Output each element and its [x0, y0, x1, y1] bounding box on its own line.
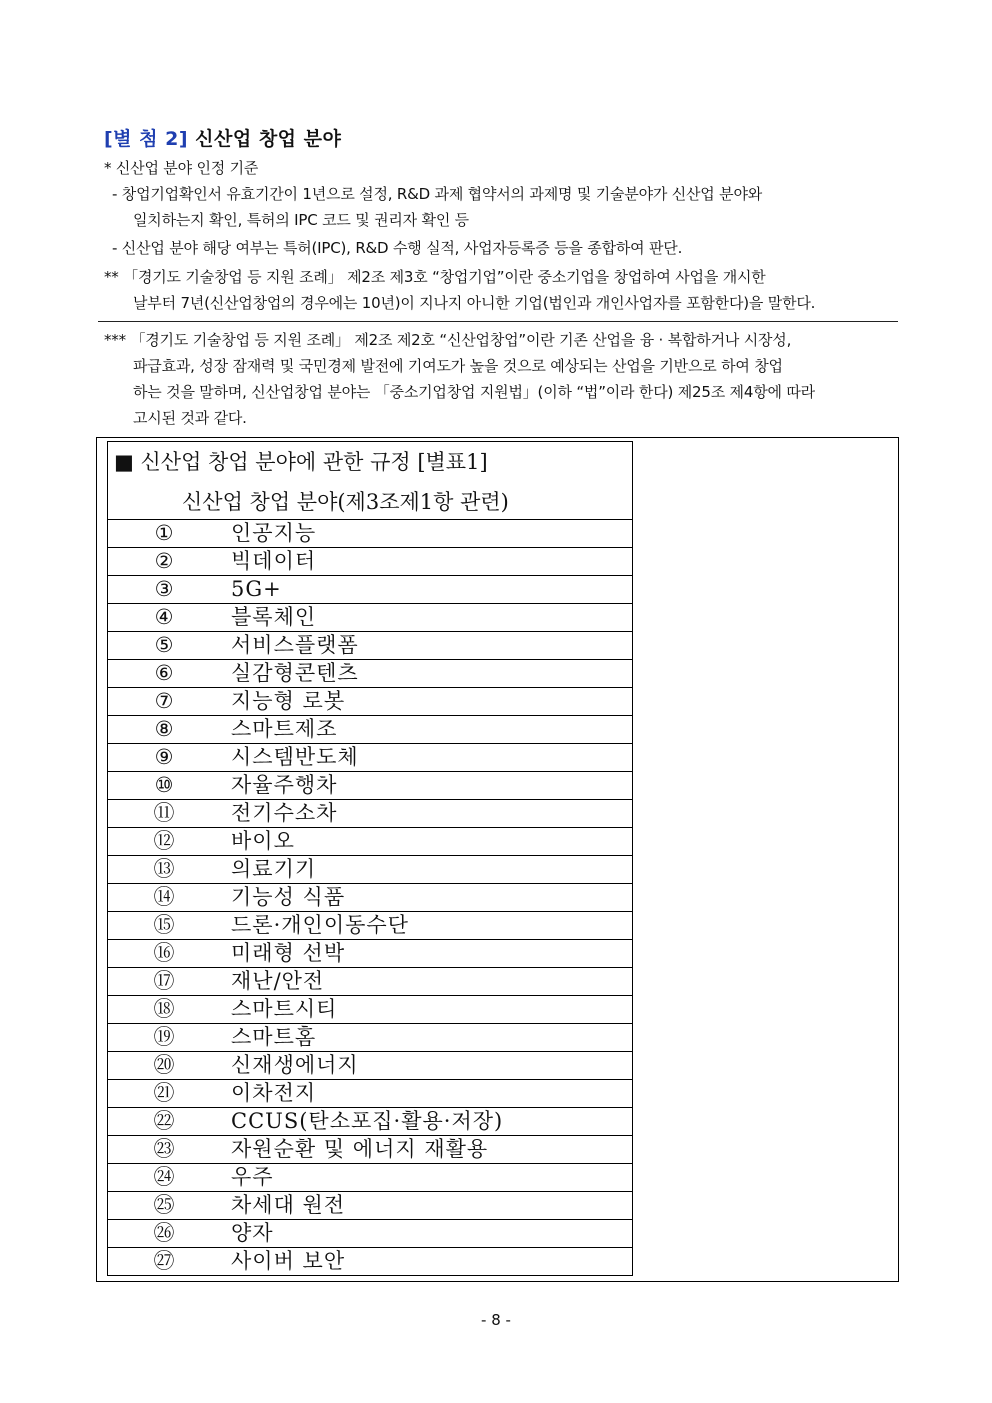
table-row [108, 996, 632, 1024]
row-label: 의료기기 [231, 857, 317, 881]
row-number: ⑨ [154, 745, 174, 769]
row-label: 스마트제조 [231, 717, 338, 741]
row-label: 사이버 보안 [231, 1249, 346, 1273]
industry-table [107, 441, 633, 1276]
row-number: ② [154, 549, 174, 573]
table-row [108, 548, 632, 576]
row-label: 자율주행차 [231, 773, 338, 797]
attachment-tag: [별 첨 2] [104, 128, 189, 150]
row-number: ③ [154, 577, 174, 601]
table-row [108, 520, 632, 548]
table-row [108, 884, 632, 912]
table-header [108, 442, 632, 520]
table-row [108, 1164, 632, 1192]
table-row [108, 1192, 632, 1220]
table-row [108, 1080, 632, 1108]
table-row [108, 828, 632, 856]
table-row [108, 1108, 632, 1136]
table-row [108, 1024, 632, 1052]
row-number: ⑬ [153, 857, 175, 881]
row-label: 자원순환 및 에너지 재활용 [231, 1137, 489, 1161]
row-label: 재난/안전 [231, 969, 325, 993]
row-label: 신재생에너지 [231, 1053, 359, 1077]
row-number: ㉖ [153, 1221, 175, 1245]
table-row [108, 1248, 632, 1275]
row-label: 드론·개인이동수단 [231, 913, 409, 937]
note-startup-definition: ** 「경기도 기술창업 등 지원 조례」 제2조 제3호 “창업기업”이란 중소기업을 창업하여 사업을 개시한 [104, 268, 766, 286]
note-new-industry-definition-cont-2: 하는 것을 말하며, 신산업창업 분야는 「중소기업창업 지원법」(이하 “법”이라 한다) 제25조 제4항에 따라 [133, 383, 815, 401]
row-label: 차세대 원전 [231, 1193, 346, 1217]
row-number: ㉕ [153, 1193, 175, 1217]
table-row [108, 1220, 632, 1248]
table-heading: ■ 신산업 창업 분야에 관한 규정 [별표1] [114, 450, 488, 474]
table-row [108, 716, 632, 744]
row-number: ㉔ [153, 1165, 175, 1189]
table-row [108, 940, 632, 968]
table-row [108, 604, 632, 632]
row-number: ⑱ [153, 997, 175, 1021]
section-title: 신산업 창업 분야 [195, 128, 342, 150]
row-number: ④ [154, 605, 174, 629]
row-number: ① [154, 521, 174, 545]
note-criteria-item-1-cont: 일치하는지 확인, 특허의 IPC 코드 및 권리자 확인 등 [133, 211, 469, 229]
row-number: ⑩ [154, 773, 174, 797]
row-label: 스마트홈 [231, 1025, 317, 1049]
row-label: 우주 [231, 1165, 274, 1189]
row-label: 미래형 선박 [231, 941, 346, 965]
row-number: ⑪ [153, 801, 175, 825]
table-row [108, 968, 632, 996]
row-number: ㉗ [153, 1249, 175, 1273]
row-label: 빅데이터 [231, 549, 317, 573]
row-label: CCUS(탄소포집·활용·저장) [231, 1109, 504, 1133]
row-number: ⑫ [153, 829, 175, 853]
row-label: 지능형 로봇 [231, 689, 346, 713]
row-label: 이차전지 [231, 1081, 317, 1105]
note-criteria: * 신산업 분야 인정 기준 [104, 159, 259, 177]
table-row [108, 632, 632, 660]
row-number: ㉓ [153, 1137, 175, 1161]
row-number: ㉑ [153, 1081, 175, 1105]
row-number: ⑮ [153, 913, 175, 937]
table-row [108, 1052, 632, 1080]
note-new-industry-definition-cont-3: 고시된 것과 같다. [133, 409, 247, 427]
row-label: 기능성 식품 [231, 885, 346, 909]
table-subheading: 신산업 창업 분야(제3조제1항 관련) [182, 490, 509, 514]
row-label: 실감형콘텐츠 [231, 661, 359, 685]
table-row [108, 744, 632, 772]
note-startup-definition-cont: 날부터 7년(신산업창업의 경우에는 10년)이 지나지 아니한 기업(법인과 개인사업자를 포함한다)을 말한다. [133, 294, 816, 312]
table-row [108, 772, 632, 800]
row-label: 인공지능 [231, 521, 317, 545]
row-label: 블록체인 [231, 605, 317, 629]
row-label: 전기수소차 [231, 801, 338, 825]
row-label: 시스템반도체 [231, 745, 359, 769]
row-number: ⑰ [153, 969, 175, 993]
table-row [108, 856, 632, 884]
note-new-industry-definition: *** 「경기도 기술창업 등 지원 조례」 제2조 제2호 “신산업창업”이란 기존 산업을 융 · 복합하거나 시장성, [104, 331, 792, 349]
row-label: 서비스플랫폼 [231, 633, 359, 657]
row-number: ⑲ [153, 1025, 175, 1049]
table-row [108, 576, 632, 604]
table-row [108, 1136, 632, 1164]
row-label: 스마트시티 [231, 997, 338, 1021]
page-title [104, 124, 341, 151]
row-label: 5G+ [231, 577, 282, 601]
row-label: 바이오 [231, 829, 295, 853]
row-number: ⑥ [154, 661, 174, 685]
row-number: ⑤ [154, 633, 174, 657]
row-number: ⑳ [153, 1053, 175, 1077]
note-criteria-item-1: - 창업기업확인서 유효기간이 1년으로 설정, R&D 과제 협약서의 과제명 및 기술분야가 신산업 분야와 [112, 185, 763, 203]
row-number: ⑯ [153, 941, 175, 965]
note-new-industry-definition-cont-1: 파급효과, 성장 잠재력 및 국민경제 발전에 기여도가 높을 것으로 예상되는 산업을 기반으로 하여 창업 [133, 357, 783, 375]
row-number: ⑭ [153, 885, 175, 909]
page-number: - 8 - [481, 1311, 511, 1329]
table-row [108, 688, 632, 716]
row-number: ⑧ [154, 717, 174, 741]
table-row [108, 660, 632, 688]
table-row [108, 912, 632, 940]
row-label: 양자 [231, 1221, 274, 1245]
table-row [108, 800, 632, 828]
divider [98, 321, 898, 322]
row-number: ⑦ [154, 689, 174, 713]
row-number: ㉒ [153, 1109, 175, 1133]
note-criteria-item-2: - 신산업 분야 해당 여부는 특허(IPC), R&D 수행 실적, 사업자등록증 등을 종합하여 판단. [112, 239, 683, 257]
